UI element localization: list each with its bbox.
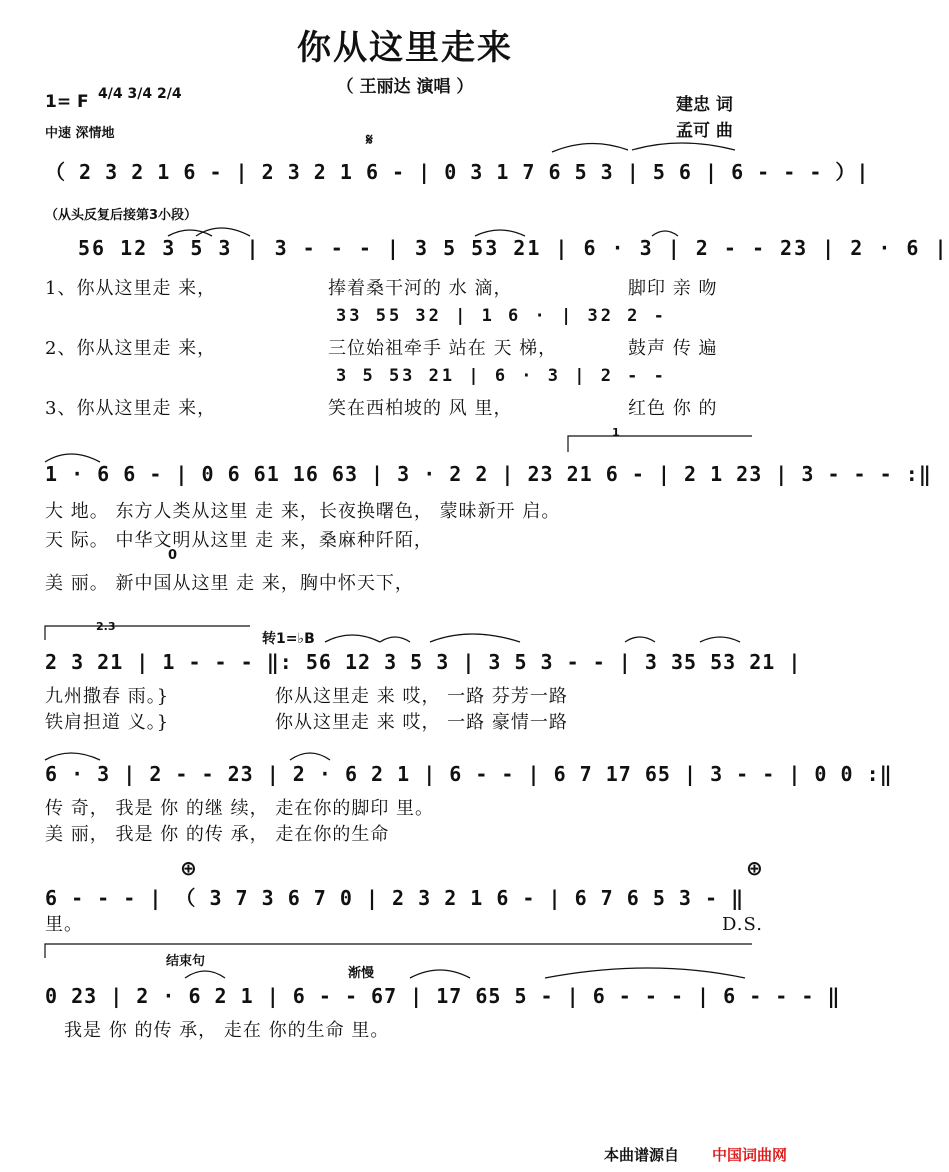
slur	[545, 968, 745, 978]
lyric-v3-b: 笑在西柏坡的 风 里，	[328, 398, 513, 419]
lyric-v3-c: 红色 你 的	[628, 398, 718, 419]
lyric-s3-right-1: 你从这里走 来 哎， 一路 芬芳一路	[275, 686, 568, 707]
singer-credit: （ 王丽达 演唱 ）	[336, 77, 474, 97]
lyric-s3-left-1: 九州撒春 雨。}	[45, 686, 170, 707]
section6-notation: 0 23 | 2 · 6 2 1 | 6 - - 67 | 17 65 5 - | 6 - - - | 6 - - - ‖	[45, 984, 841, 1008]
ending-label: 结束句	[166, 954, 206, 969]
lyric-v2-c: 鼓声 传 遍	[628, 338, 718, 359]
segno-sign: 𝄋	[366, 130, 373, 149]
slur	[410, 970, 470, 978]
lyric-s2-v3: 美 丽。 新中国从这里 走 来，胸中怀天下，	[45, 573, 414, 594]
lyric-s4-v1: 传 奇， 我是 你 的继 续， 走在你的脚印 里。	[45, 798, 435, 819]
section1-notation-v2: 33 55 32 | 1 6 · | 32 2 -	[336, 306, 667, 326]
lyric-s6: 我是 你 的传 承， 走在 你的生命 里。	[64, 1020, 390, 1041]
lyric-s3-right-2: 你从这里走 来 哎， 一路 豪情一路	[275, 712, 568, 733]
slur	[325, 635, 380, 642]
time-sig-3: 2/4	[156, 86, 182, 102]
composer-credit: 孟可 曲	[676, 121, 733, 141]
lyric-v1-a: 1、你从这里走 来，	[45, 278, 217, 299]
slur	[45, 753, 100, 760]
lyric-s2-v1: 大 地。 东方人类从这里 走 来，长夜换曙色， 蒙昧新开 启。	[45, 501, 561, 522]
repeat-instruction: （从头反复后接第3小段）	[45, 208, 198, 223]
section5-notation: 6 - - - | （ 3 7 3 6 7 0 | 2 3 2 1 6 - | 6 7 6 5 3 - ‖	[45, 886, 745, 910]
time-sig-1: 4/4	[98, 86, 123, 102]
fermata-mark: 0	[168, 548, 178, 563]
lyric-s4-v2: 美 丽， 我是 你 的传 承， 走在你的生命	[45, 824, 390, 845]
slur	[430, 634, 520, 642]
section1-notation: 56 12 3 5 3 | 3 - - - | 3 5 53 21 | 6 · 3 | 2 - - 23 | 2 · 6 |	[78, 236, 949, 260]
modulation-mark: 转1=♭B	[262, 631, 315, 647]
section-line	[45, 944, 752, 958]
footer-source: 本曲谱源自	[604, 1146, 680, 1164]
slur	[625, 637, 655, 642]
slur	[700, 637, 740, 642]
lyric-v1-c: 脚印 亲 吻	[628, 278, 718, 299]
slur	[632, 143, 735, 150]
section2-notation: 1 · 6 6 - | 0 6 61 16 63 | 3 · 2 2 | 23 21 6 - | 2 1 23 | 3 - - - :‖	[45, 462, 932, 486]
time-sig-2: 3/4	[127, 86, 153, 102]
volta-bracket	[568, 436, 752, 452]
lyric-v2-a: 2、你从这里走 来，	[45, 338, 217, 359]
ritardando-mark: 渐慢	[348, 966, 375, 981]
tempo-marking: 中速 深情地	[45, 126, 115, 141]
key-signature: 1= F	[45, 92, 89, 112]
coda-sign-left: ⊕	[180, 856, 197, 880]
intro-notation: （ 2 3 2 1 6 - | 2 3 2 1 6 - | 0 3 1 7 6 5 3 | 5 6 | 6 - - - ）|	[45, 160, 870, 184]
lyric-v2-b: 三位始祖牵手 站在 天 梯，	[328, 338, 558, 359]
slur	[380, 637, 410, 642]
section1-notation-v3: 3 5 53 21 | 6 · 3 | 2 - -	[336, 366, 667, 386]
slur	[552, 143, 628, 152]
footer-site-link[interactable]: 中国词曲网	[712, 1146, 788, 1164]
song-title: 你从这里走来	[297, 28, 513, 68]
coda-sign-right: ⊕	[746, 856, 763, 880]
lyric-s2-v2: 天 际。 中华文明从这里 走 来，桑麻种阡陌，	[45, 530, 433, 551]
slur	[196, 228, 250, 236]
lyric-s3-left-2: 铁肩担道 义。}	[45, 712, 170, 733]
slur	[45, 454, 100, 462]
lyric-v1-b: 捧着桑干河的 水 滴，	[328, 278, 513, 299]
lyric-v3-a: 3、你从这里走 来，	[45, 398, 217, 419]
volta-bracket	[45, 626, 250, 640]
lyricist-credit: 建忠 词	[676, 95, 733, 115]
section4-notation: 6 · 3 | 2 - - 23 | 2 · 6 2 1 | 6 - - | 6 7 17 65 | 3 - - | 0 0 :‖	[45, 762, 893, 786]
time-signatures	[98, 88, 182, 101]
slur	[185, 971, 225, 978]
volta-1-label: 1	[612, 426, 620, 439]
volta-2-label: 2.3	[96, 620, 116, 633]
dal-segno-mark: D.S.	[722, 914, 763, 935]
section3-notation: 2 3 21 | 1 - - - ‖: 56 12 3 5 3 | 3 5 3 - - | 3 35 53 21 |	[45, 650, 802, 674]
slur	[290, 753, 330, 760]
lyric-s5: 里。	[45, 914, 83, 935]
